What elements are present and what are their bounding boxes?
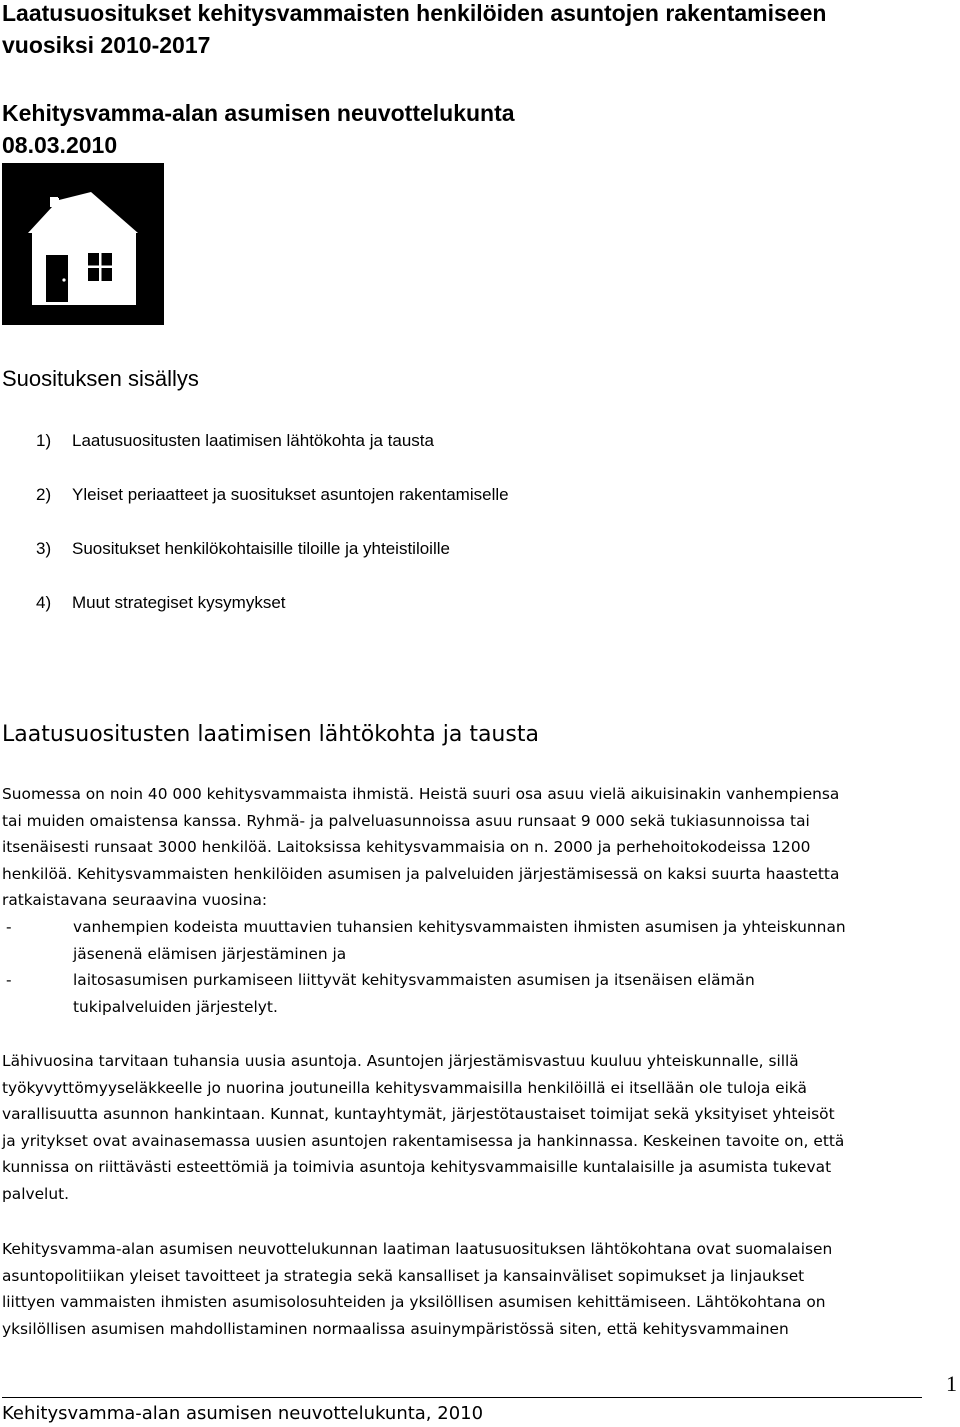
bullet-item <box>2 967 958 1020</box>
paragraph <box>2 1048 958 1208</box>
house-icon <box>2 163 164 325</box>
paragraph <box>2 781 958 914</box>
toc-item-label: Suositukset henkilökohtaisille tiloille ja yhteistiloille <box>72 539 450 558</box>
paragraph-line: kunnissa on riittävästi esteettömiä ja toimivia asuntoja kehitysvammaisille kuntalaisille ja asumista tukevat <box>2 1158 832 1177</box>
bullet-line: laitosasumisen purkamiseen liittyvät kehitysvammaisten asumisen ja itsenäisen elämän <box>73 971 755 990</box>
toc-item-number: 1) <box>36 431 52 450</box>
document-title-line-1: Laatusuositukset kehitysvammaisten henkilöiden asuntojen rakentamiseen <box>2 0 827 26</box>
paragraph-line: henkilöä. Kehitysvammaisten henkilöiden asumisen ja palveluiden järjestämisessä on kaksi suurta haastetta <box>2 864 840 883</box>
paragraph-line: Lähivuosina tarvitaan tuhansia uusia asuntoja. Asuntojen järjestämisvastuu kuuluu yhteiskunnalle, sillä <box>2 1052 799 1070</box>
paragraph-line: tai muiden omaistensa kanssa. Ryhmä- ja palveluasunnoissa asuu runsaat 9 000 sekä tukiasunnoissa tai <box>2 811 810 830</box>
toc-item <box>2 591 286 615</box>
bullet-dash: - <box>6 918 12 936</box>
paragraph-line: liittyen vammaisten ihmisten asumisolosuhteiden ja yksilöllisen asumisen kehittämiseen. Lähtökohtana on <box>2 1293 826 1312</box>
bullet-line: vanhempien kodeista muuttavien tuhansien kehitysvammaisten ihmisten asumisen ja yhteiskunnan <box>73 918 846 936</box>
toc-item <box>2 429 434 453</box>
paragraph-line: yksilöllisen asumisen mahdollistaminen normaalissa asuinympäristössä siten, että kehitysvammainen <box>2 1319 789 1338</box>
toc-item <box>2 483 509 507</box>
toc-item-label: Laatusuositusten laatimisen lähtökohta ja tausta <box>72 431 434 450</box>
paragraph-line: ratkaistavana seuraavina vuosina: <box>2 891 268 910</box>
organization-name: Kehitysvamma-alan asumisen neuvottelukunta <box>2 100 515 126</box>
document-title-line-2: vuosiksi 2010-2017 <box>2 32 211 58</box>
section-heading: Laatusuositusten laatimisen lähtökohta ja tausta <box>2 722 539 747</box>
footer-text: Kehitysvamma-alan asumisen neuvottelukunta, 2010 <box>2 1403 484 1424</box>
paragraph-line: ja yritykset ovat avainasemassa uusien asuntojen rakentamisessa ja hankinnassa. Keskeinen tavoite on, että <box>2 1131 845 1150</box>
toc-item-label: Muut strategiset kysymykset <box>72 593 286 612</box>
toc-item <box>2 537 450 561</box>
paragraph-line: palvelut. <box>2 1184 70 1203</box>
document-date: 08.03.2010 <box>2 132 118 158</box>
paragraph-line: Suomessa on noin 40 000 kehitysvammaista ihmistä. Heistä suuri osa asuu vielä aikuisinakin vanhempiensa <box>2 785 840 803</box>
bullet-list <box>2 914 958 1020</box>
bullet-line: tukipalveluiden järjestelyt. <box>73 997 278 1016</box>
toc-item-number: 2) <box>36 485 52 504</box>
toc-item-label: Yleiset periaatteet ja suositukset asuntojen rakentamiselle <box>72 485 509 504</box>
paragraph-line: työkyvyttömyyseläkkeelle jo nuorina joutuneilla kehitysvammaisilla henkilöillä ei itsellään ole tuloja eikä <box>2 1078 807 1097</box>
toc-item-number: 4) <box>36 593 52 612</box>
bullet-item <box>2 914 958 967</box>
toc-heading: Suosituksen sisällys <box>2 366 199 391</box>
page-number: 1 <box>946 1371 957 1396</box>
paragraph-line: Kehitysvamma-alan asumisen neuvottelukunnan laatiman laatusuosituksen lähtökohtana ovat suomalaisen <box>2 1240 833 1258</box>
paragraph-line: asuntopolitiikan yleiset tavoitteet ja strategia sekä kansalliset ja kansainväliset sopimukset ja linjaukset <box>2 1266 805 1285</box>
house-logo <box>2 163 164 325</box>
toc-item-number: 3) <box>36 539 52 558</box>
footer-divider <box>2 1397 922 1398</box>
paragraph-line: itsenäisesti runsaat 3000 henkilöä. Laitoksissa kehitysvammaisia on n. 2000 ja perhehoitokodeissa 1200 <box>2 838 811 857</box>
bullet-line: jäsenenä elämisen järjestäminen ja <box>73 944 347 963</box>
bullet-dash: - <box>6 971 12 990</box>
paragraph-line: varallisuutta asunnon hankintaan. Kunnat, kuntayhtymät, järjestötaustaiset toimijat sekä yksityiset yhteisöt <box>2 1105 835 1124</box>
paragraph <box>2 1236 958 1342</box>
